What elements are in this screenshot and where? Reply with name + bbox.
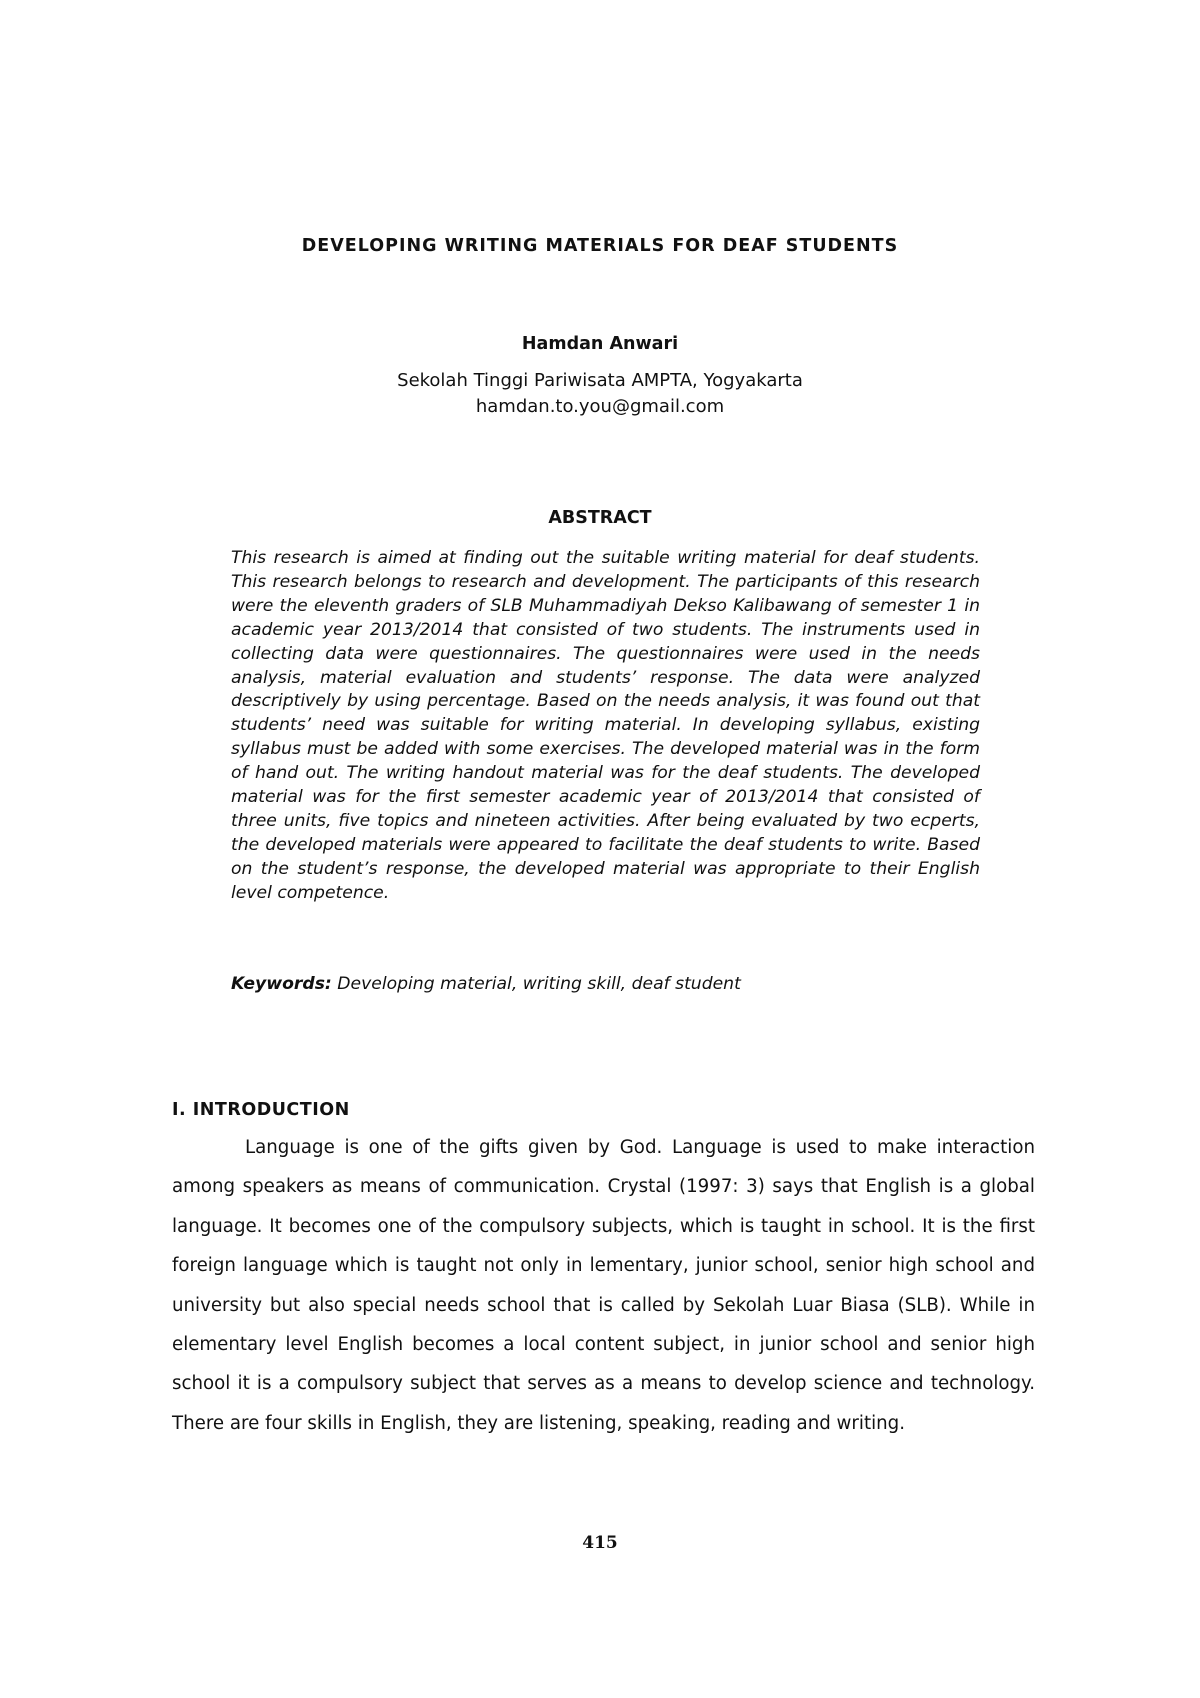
keywords-label: Keywords: <box>231 974 332 994</box>
abstract-heading: ABSTRACT <box>548 508 652 528</box>
introduction-paragraph <box>172 1128 1035 1443</box>
introduction-text: Language is one of the gifts given by God. Language is used to make interaction among speakers as means of communication. Crystal (1997: 3) says that English is a global language. It becomes one of the compulsory subjects, which is taught in school. It is the first foreign language which is taught not only in lementary, junior school, senior high school and university but also special needs school that is called by Sekolah Luar Biasa (SLB). While in elementary level English becomes a local content subject, in junior school and senior high school it is a compulsory subject that serves as a means to develop science and technology. There are four skills in English, they are listening, speaking, reading and writing. <box>172 1137 1035 1434</box>
keywords-values: Developing material, writing skill, deaf student <box>337 974 741 994</box>
keywords-line <box>231 974 980 994</box>
author-name: Hamdan Anwari <box>521 334 679 354</box>
abstract-text: This research is aimed at finding out the suitable writing material for deaf students. This research belongs to research and development. The participants of this research were the eleventh graders of SLB Muhammadiyah Dekso Kalibawang of semester 1 in academic year 2013/2014 that consisted of two students. The instruments used in collecting data were questionnaires. The questionnaires were used in the needs analysis, material evaluation and students’ response. The data were analyzed descriptively by using percentage. Based on the needs analysis, it was found out that students’ need was suitable for writing material. In developing syllabus, existing syllabus must be added with some exercises. The developed material was in the form of hand out. The writing handout material was for the deaf students. The developed material was for the first semester academic year of 2013/2014 that consisted of three units, five topics and nineteen activities. After being evaluated by two ecperts, the developed materials were appeared to facilitate the deaf students to write. Based on the student’s response, the developed material was appropriate to their English level competence. <box>231 548 980 903</box>
paper-title: DEVELOPING WRITING MATERIALS FOR DEAF STUDENTS <box>301 236 899 256</box>
author-email: hamdan.to.you@gmail.com <box>475 396 725 417</box>
author-affiliation: Sekolah Tinggi Pariwisata AMPTA, Yogyakarta <box>397 370 803 391</box>
section-heading-introduction: I. INTRODUCTION <box>172 1100 350 1120</box>
page-number: 415 <box>582 1533 618 1553</box>
